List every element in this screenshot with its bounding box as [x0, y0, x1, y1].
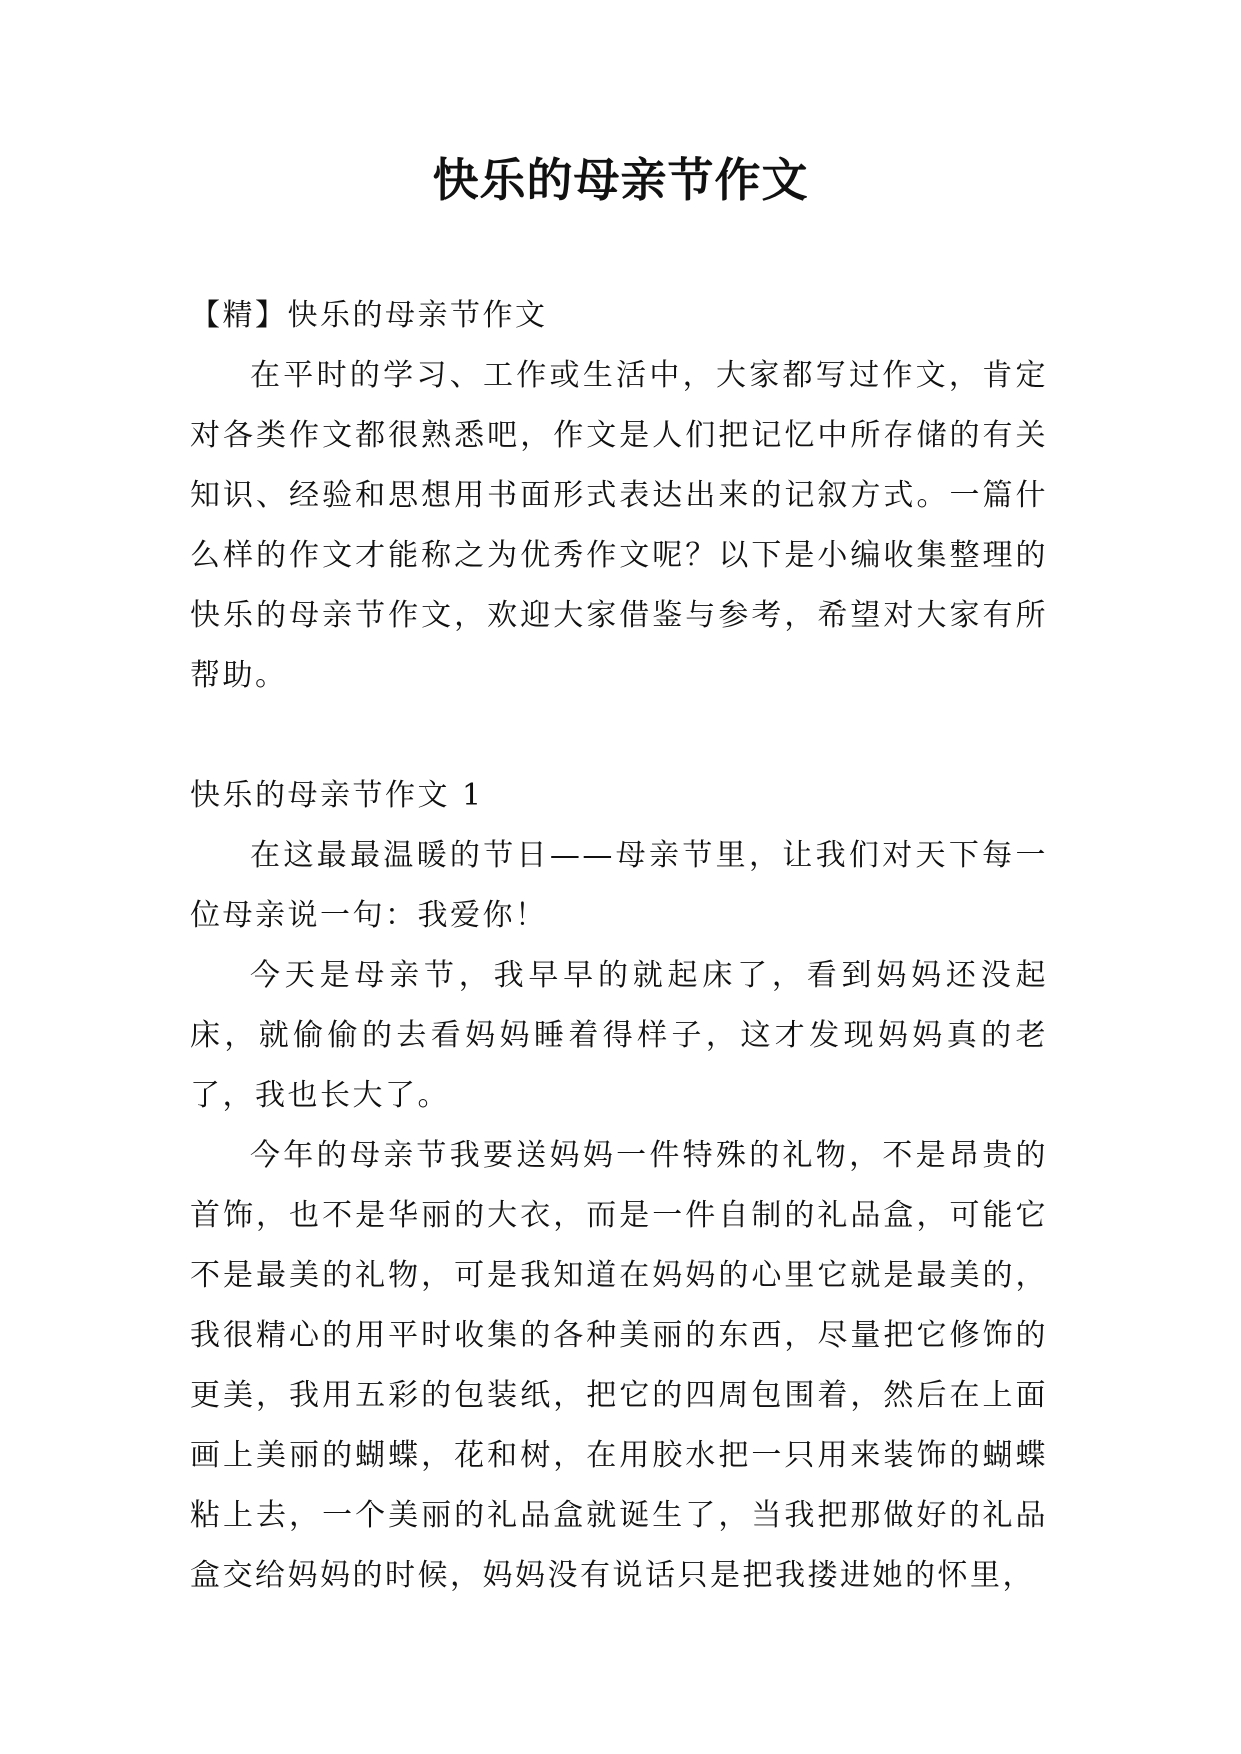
- body-paragraph: 今天是母亲节，我早早的就起床了，看到妈妈还没起床，就偷偷的去看妈妈睡着得样子，这才发现妈妈真的老了，我也长大了。: [190, 958, 1048, 1113]
- subtitle-line: 【精】快乐的母亲节作文: [190, 298, 548, 333]
- body-paragraph: 今年的母亲节我要送妈妈一件特殊的礼物，不是昂贵的首饰，也不是华丽的大衣，而是一件自制的礼品盒，可能它不是最美的礼物，可是我知道在妈妈的心里它就是最美的，我很精心的用平时收集的各种美丽的东西，尽量把它修饰的更美，我用五彩的包装纸，把它的四周包围着，然后在上面画上美丽的蝴蝶，花和树，在用胶水把一只用来装饰的蝴蝶粘上去，一个美丽的礼品盒就诞生了，当我把那做好的礼品盒交给妈妈的时候，妈妈没有说话只是把我搂进她的怀里，: [190, 1138, 1048, 1593]
- document-title: 快乐的母亲节作文: [432, 153, 809, 207]
- section-heading: 快乐的母亲节作文 1: [190, 778, 484, 813]
- paragraph-spacer: [190, 706, 1048, 766]
- document-body: [190, 286, 1048, 1606]
- body-paragraph: 在这最最温暖的节日——母亲节里，让我们对天下每一位母亲说一句：我爱你！: [190, 838, 1048, 933]
- intro-paragraph: 在平时的学习、工作或生活中，大家都写过作文，肯定对各类作文都很熟悉吧，作文是人们把记忆中所存储的有关知识、经验和思想用书面形式表达出来的记叙方式。一篇什么样的作文才能称之为优秀作文呢？以下是小编收集整理的快乐的母亲节作文，欢迎大家借鉴与参考，希望对大家有所帮助。: [190, 358, 1048, 693]
